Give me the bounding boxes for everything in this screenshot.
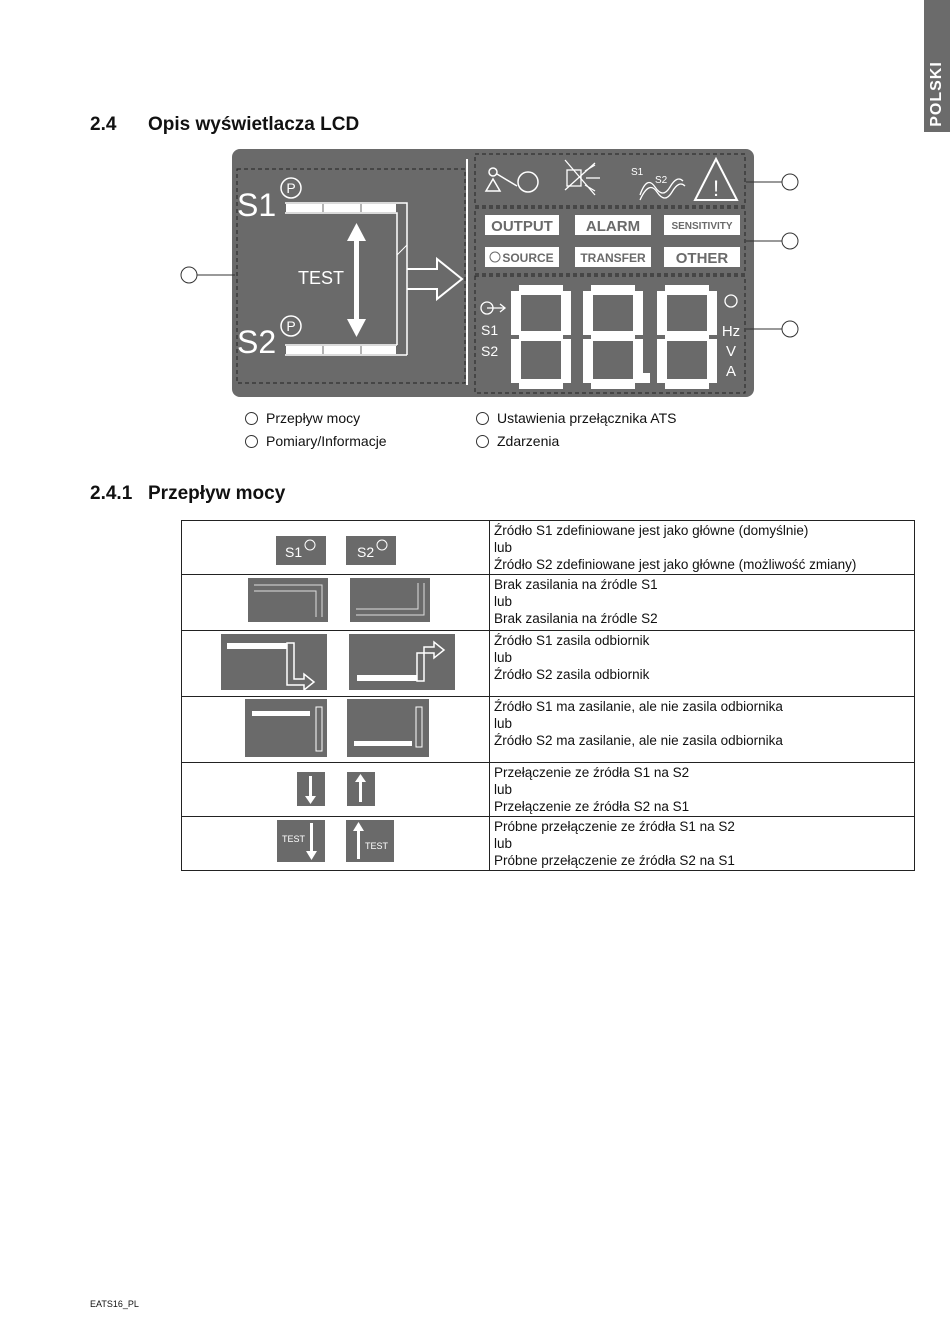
warning-mark: ! (712, 176, 720, 201)
lcd-button-output (485, 215, 559, 235)
subsection-heading (90, 483, 285, 505)
lcd-button-sensitivity (664, 215, 740, 235)
table-row (182, 631, 915, 697)
legend-circle-icon (245, 435, 258, 448)
table-row (182, 521, 915, 575)
supplying-load-icon (182, 631, 490, 697)
language-tab (924, 0, 950, 132)
svg-text:SOURCE: SOURCE (502, 251, 554, 265)
legend-label: Zdarzenia (497, 433, 560, 449)
lcd-s1-label: S1 (237, 187, 277, 223)
description-cell: Źródło S1 zasila odbiornik lub Źródło S2 zasila odbiornik (490, 631, 915, 697)
svg-text:SENSITIVITY: SENSITIVITY (671, 221, 733, 232)
legend-label: Pomiary/Informacje (266, 433, 387, 449)
description-cell: Próbne przełączenie ze źródła S1 na S2 lub Próbne przełączenie ze źródła S2 na S1 (490, 817, 915, 871)
legend-item (476, 410, 676, 426)
test-label-left: TEST (282, 834, 306, 844)
legend-item (245, 410, 360, 426)
icon-cell (182, 521, 490, 575)
test-transfer-arrows-icon (182, 817, 490, 871)
lcd-s2-label: S2 (237, 324, 277, 360)
legend-label: Przepływ mocy (266, 410, 361, 426)
description-cell: Przełączenie ze źródła S1 na S2 lub Przełączenie ze źródła S2 na S1 (490, 763, 915, 817)
subsection-title: Przepływ mocy (148, 483, 286, 504)
lcd-diagram (175, 145, 805, 405)
unit-a: A (725, 363, 737, 380)
svg-text:OTHER: OTHER (675, 250, 729, 267)
wave-s1-label: S1 (631, 167, 644, 178)
table-row (182, 817, 915, 871)
svg-text:TRANSFER: TRANSFER (580, 251, 646, 265)
svg-text:ALARM: ALARM (585, 218, 641, 235)
transfer-arrows-icon (182, 763, 490, 817)
legend-item (245, 433, 387, 449)
meas-s1-label: S1 (481, 322, 499, 338)
meas-s2-label: S2 (481, 343, 499, 359)
subsection-number: 2.4.1 (90, 483, 133, 504)
legend-item (476, 433, 559, 449)
description-cell: Źródło S1 zdefiniowane jest jako główne (domyślnie) lub Źródło S2 zdefiniowane jest jako główne (możliwość zmiany) (490, 521, 915, 575)
unit-hz: Hz (721, 323, 741, 340)
s2-primary-mark: P (286, 318, 296, 334)
lcd-test-label: TEST (297, 268, 345, 288)
lcd-button-other (664, 247, 740, 267)
description-cell: Źródło S1 ma zasilanie, ale nie zasila odbiornika lub Źródło S2 ma zasilanie, ale nie zasila odbiornika (490, 697, 915, 763)
legend-circle-icon (245, 412, 258, 425)
table-row (182, 697, 915, 763)
power-flow-table (181, 520, 915, 871)
lcd-button-alarm (575, 215, 651, 235)
s1-primary-mark: P (286, 180, 296, 196)
table-row (182, 575, 915, 631)
no-power-paths-icon (182, 575, 490, 631)
s2-badge: S2 (357, 544, 375, 560)
table-row (182, 763, 915, 817)
wave-s2-label: S2 (655, 175, 668, 186)
test-label-right: TEST (365, 841, 389, 851)
legend-label: Ustawienia przełącznika ATS (497, 410, 677, 426)
section-heading (90, 114, 359, 136)
legend-circle-icon (476, 435, 489, 448)
footer-code: EATS16_PL (90, 1299, 139, 1309)
language-tab-label: POLSKI (928, 61, 945, 127)
section-title: Opis wyświetlacza LCD (148, 114, 360, 135)
description-cell: Brak zasilania na źródle S1 lub Brak zasilania na źródle S2 (490, 575, 915, 631)
unit-v: V (725, 343, 737, 360)
legend-circle-icon (476, 412, 489, 425)
svg-text:OUTPUT: OUTPUT (491, 218, 553, 235)
section-number: 2.4 (90, 114, 117, 135)
lcd-button-source (485, 247, 559, 267)
s1-badge: S1 (285, 544, 303, 560)
powered-not-supplying-icon (182, 697, 490, 763)
lcd-button-transfer (575, 247, 651, 267)
